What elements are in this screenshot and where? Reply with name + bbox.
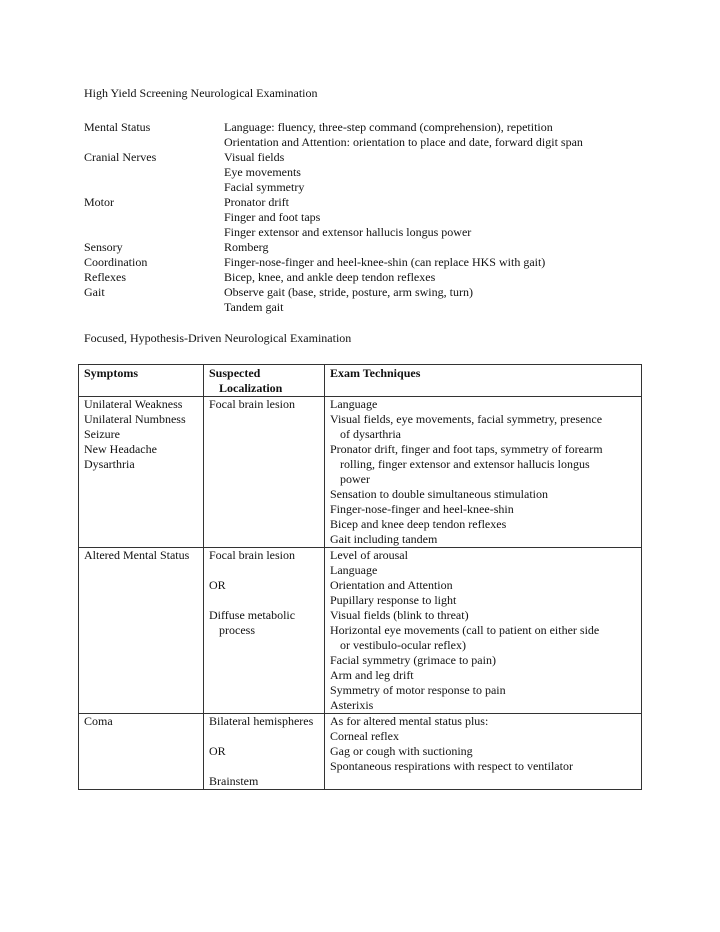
technique: Pronator drift, finger and foot taps, symmetry of forearm bbox=[330, 442, 603, 456]
focused-exam-table bbox=[78, 364, 642, 790]
focused-title: Focused, Hypothesis-Driven Neurological Examination bbox=[84, 331, 352, 345]
symptom: New Headache bbox=[84, 442, 157, 456]
localization-line: OR bbox=[209, 744, 226, 758]
header-label: Symptoms bbox=[84, 366, 139, 380]
technique: Gait including tandem bbox=[330, 532, 438, 546]
screening-item: Orientation and Attention: orientation to place and date, forward digit span bbox=[224, 135, 583, 149]
screening-item: Observe gait (base, stride, posture, arm swing, turn) bbox=[224, 285, 473, 299]
screening-category: Coordination bbox=[84, 255, 148, 269]
localization-line: Diffuse metabolic bbox=[209, 608, 296, 622]
header-localization bbox=[204, 365, 325, 397]
symptoms-cell bbox=[79, 548, 204, 714]
technique: Finger-nose-finger and heel-knee-shin bbox=[330, 502, 514, 516]
table-row bbox=[79, 714, 642, 790]
technique: Horizontal eye movements (call to patient on either side bbox=[330, 623, 600, 637]
table-row bbox=[79, 397, 642, 548]
screening-category: Cranial Nerves bbox=[84, 150, 157, 164]
screening-items bbox=[224, 240, 268, 255]
screening-row bbox=[84, 150, 684, 195]
technique-continuation: or vestibulo-ocular reflex) bbox=[340, 638, 466, 652]
screening-row bbox=[84, 195, 684, 240]
techniques-cell bbox=[325, 714, 642, 790]
spacer bbox=[209, 563, 324, 578]
technique: Asterixis bbox=[330, 698, 374, 712]
screening-items bbox=[224, 150, 304, 195]
technique: As for altered mental status plus: bbox=[330, 714, 489, 728]
technique: Level of arousal bbox=[330, 548, 408, 562]
symptom: Unilateral Numbness bbox=[84, 412, 186, 426]
technique: Visual fields (blink to threat) bbox=[330, 608, 469, 622]
spacer bbox=[209, 729, 324, 744]
screening-item: Finger extensor and extensor hallucis longus power bbox=[224, 225, 472, 239]
symptoms-cell bbox=[79, 714, 204, 790]
screening-item: Bicep, knee, and ankle deep tendon reflexes bbox=[224, 270, 436, 284]
table-row bbox=[79, 548, 642, 714]
header-techniques bbox=[325, 365, 642, 397]
screening-item: Finger-nose-finger and heel-knee-shin (can replace HKS with gait) bbox=[224, 255, 546, 269]
screening-row bbox=[84, 120, 684, 150]
screening-list bbox=[84, 120, 684, 315]
spacer bbox=[209, 593, 324, 608]
technique: Corneal reflex bbox=[330, 729, 399, 743]
technique-continuation: power bbox=[340, 472, 370, 486]
screening-category: Gait bbox=[84, 285, 105, 299]
table-header-row bbox=[79, 365, 642, 397]
symptom: Dysarthria bbox=[84, 457, 135, 471]
header-symptoms bbox=[79, 365, 204, 397]
screening-row bbox=[84, 285, 684, 315]
technique: Language bbox=[330, 563, 378, 577]
symptom: Altered Mental Status bbox=[84, 548, 190, 562]
screening-item: Pronator drift bbox=[224, 195, 289, 209]
technique: Language bbox=[330, 397, 378, 411]
technique: Spontaneous respirations with respect to ventilator bbox=[330, 759, 573, 773]
technique: Sensation to double simultaneous stimulation bbox=[330, 487, 548, 501]
screening-item: Language: fluency, three-step command (comprehension), repetition bbox=[224, 120, 553, 134]
technique: Pupillary response to light bbox=[330, 593, 457, 607]
techniques-cell bbox=[325, 548, 642, 714]
screening-item: Eye movements bbox=[224, 165, 301, 179]
screening-category: Sensory bbox=[84, 240, 123, 254]
screening-item: Visual fields bbox=[224, 150, 285, 164]
screening-title: High Yield Screening Neurological Examination bbox=[84, 86, 318, 100]
localization-line: process bbox=[219, 623, 255, 637]
screening-row bbox=[84, 255, 684, 270]
technique: Bicep and knee deep tendon reflexes bbox=[330, 517, 507, 531]
screening-category: Reflexes bbox=[84, 270, 126, 284]
localization-line: Focal brain lesion bbox=[209, 397, 295, 411]
technique-continuation: of dysarthria bbox=[340, 427, 401, 441]
spacer bbox=[209, 759, 324, 774]
localization-cell bbox=[204, 397, 325, 548]
header-label: Localization bbox=[219, 381, 283, 395]
localization-line: Focal brain lesion bbox=[209, 548, 295, 562]
screening-item: Romberg bbox=[224, 240, 269, 254]
technique: Symmetry of motor response to pain bbox=[330, 683, 506, 697]
technique: Orientation and Attention bbox=[330, 578, 453, 592]
screening-items bbox=[224, 195, 471, 240]
screening-items bbox=[224, 120, 583, 150]
localization-line: OR bbox=[209, 578, 226, 592]
screening-items bbox=[224, 285, 473, 315]
technique: Facial symmetry (grimace to pain) bbox=[330, 653, 496, 667]
symptom: Coma bbox=[84, 714, 113, 728]
screening-category: Motor bbox=[84, 195, 114, 209]
localization-line: Brainstem bbox=[209, 774, 259, 788]
technique: Visual fields, eye movements, facial symmetry, presence bbox=[330, 412, 603, 426]
screening-items bbox=[224, 270, 435, 285]
screening-item: Tandem gait bbox=[224, 300, 284, 314]
screening-row bbox=[84, 240, 684, 255]
technique: Arm and leg drift bbox=[330, 668, 414, 682]
symptom: Unilateral Weakness bbox=[84, 397, 183, 411]
technique-continuation: rolling, finger extensor and extensor hallucis longus bbox=[340, 457, 590, 471]
localization-cell bbox=[204, 548, 325, 714]
header-label: Exam Techniques bbox=[330, 366, 421, 380]
header-label: Suspected bbox=[209, 366, 261, 380]
localization-cell bbox=[204, 714, 325, 790]
localization-line: Bilateral hemispheres bbox=[209, 714, 314, 728]
screening-items bbox=[224, 255, 545, 270]
symptom: Seizure bbox=[84, 427, 120, 441]
technique: Gag or cough with suctioning bbox=[330, 744, 473, 758]
techniques-cell bbox=[325, 397, 642, 548]
screening-row bbox=[84, 270, 684, 285]
screening-item: Finger and foot taps bbox=[224, 210, 321, 224]
screening-category: Mental Status bbox=[84, 120, 151, 134]
symptoms-cell bbox=[79, 397, 204, 548]
screening-item: Facial symmetry bbox=[224, 180, 305, 194]
